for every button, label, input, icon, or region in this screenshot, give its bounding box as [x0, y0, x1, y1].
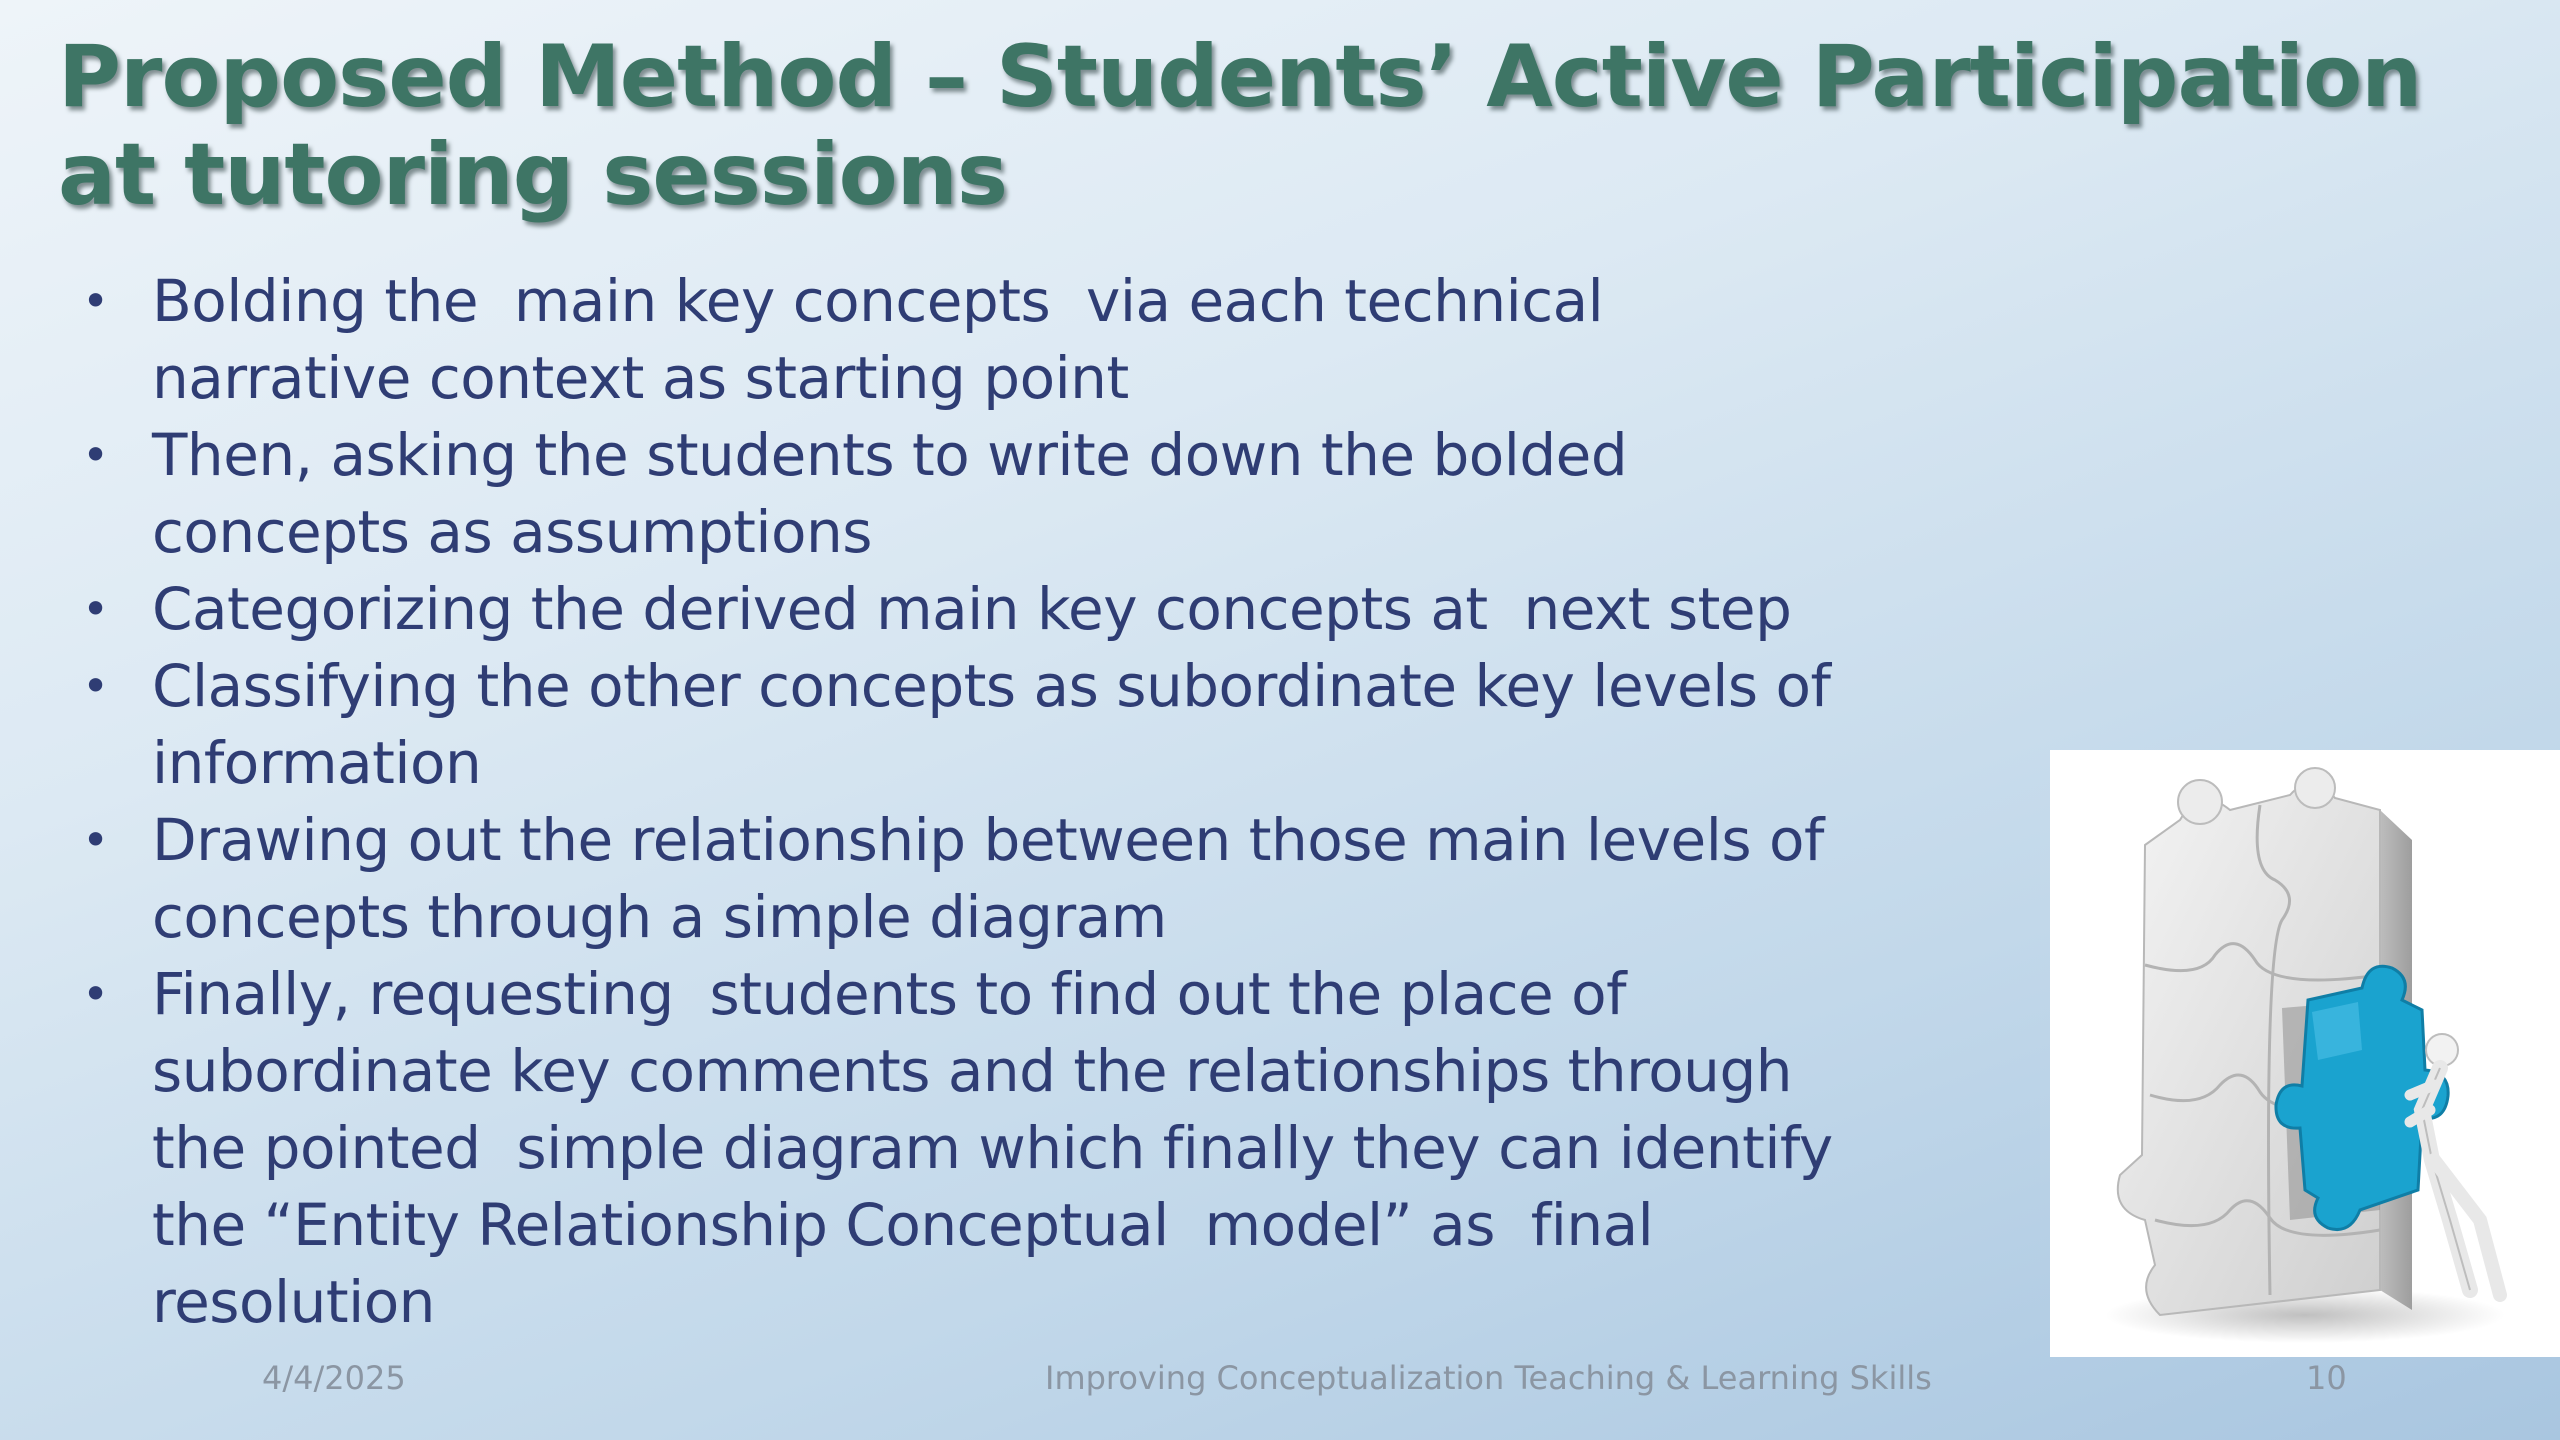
bullet-text — [152, 417, 2010, 571]
bullet-line: information — [152, 729, 482, 797]
bullet-icon: • — [82, 967, 109, 1021]
bullet-line: Drawing out the relationship between those main levels of — [152, 806, 1824, 874]
bullet-item — [80, 571, 2010, 648]
bullet-line: resolution — [152, 1268, 435, 1336]
bullet-text — [152, 802, 2010, 956]
bullet-item — [80, 802, 2010, 956]
puzzle-image — [2050, 750, 2560, 1357]
slide-title — [58, 28, 2458, 224]
bullet-item — [80, 263, 2010, 417]
bullet-line: Classifying the other concepts as subordinate key levels of — [152, 652, 1831, 720]
bullet-line: narrative context as starting point — [152, 344, 1129, 412]
bullet-list — [80, 263, 2010, 1341]
bullet-text — [152, 648, 2010, 802]
bullet-line: the pointed simple diagram which finally they can identify — [152, 1114, 1833, 1182]
slide-title-line: at tutoring sessions — [58, 125, 1008, 225]
bullet-line: Bolding the main key concepts via each technical — [152, 267, 1604, 335]
bullet-icon: • — [82, 813, 109, 867]
bullet-line: the “Entity Relationship Conceptual model” as final — [152, 1191, 1654, 1259]
page-number: 10 — [2306, 1359, 2347, 1397]
bullet-line: Then, asking the students to write down the bolded — [152, 421, 1628, 489]
puzzle-wall-with-figure-icon — [2050, 750, 2560, 1357]
bullet-icon: • — [82, 274, 109, 328]
bullet-text — [152, 956, 2010, 1341]
bullet-text — [152, 571, 2010, 648]
bullet-icon: • — [82, 428, 109, 482]
bullet-line: concepts as assumptions — [152, 498, 872, 566]
bullet-icon: • — [82, 659, 109, 713]
bullet-item — [80, 648, 2010, 802]
bullet-item — [80, 956, 2010, 1341]
footer-date: 4/4/2025 — [262, 1359, 406, 1397]
bullet-item — [80, 417, 2010, 571]
footer-title: Improving Conceptualization Teaching & Learning Skills — [1045, 1359, 1932, 1397]
bullet-line: Categorizing the derived main key concepts at next step — [152, 575, 1792, 643]
bullet-text — [152, 263, 2010, 417]
bullet-line: concepts through a simple diagram — [152, 883, 1167, 951]
bullet-line: subordinate key comments and the relationships through — [152, 1037, 1793, 1105]
bullet-icon: • — [82, 582, 109, 636]
slide-title-line: Proposed Method – Students’ Active Participation — [58, 27, 2422, 127]
bullet-line: Finally, requesting students to find out the place of — [152, 960, 1627, 1028]
